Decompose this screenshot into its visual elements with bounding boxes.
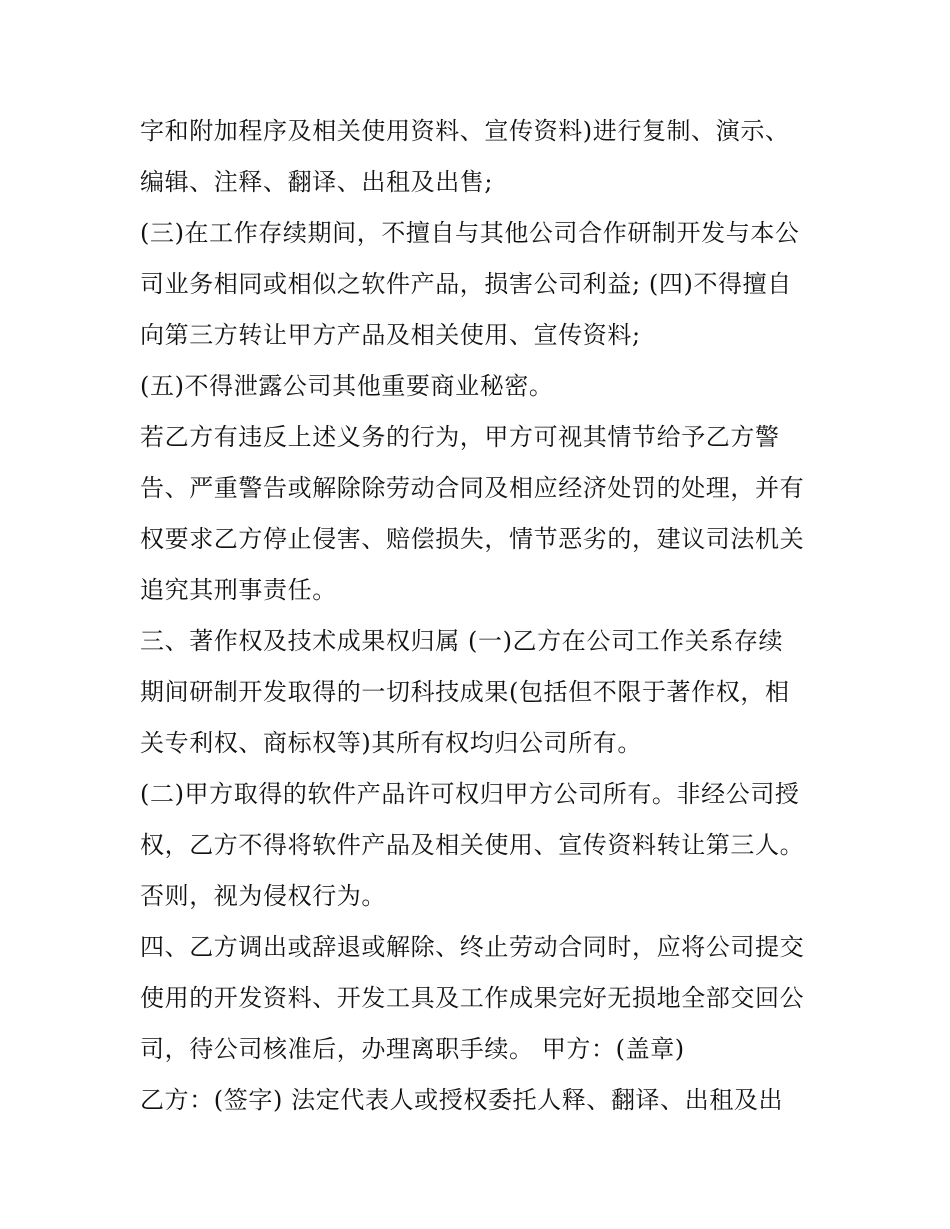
text-line: 向第三方转让甲方产品及相关使用、宣传资料; [140,321,641,349]
text-line: 关专利权、商标权等)其所有权均归公司所有。 [140,729,642,757]
text-line: 三、著作权及技术成果权归属 (一)乙方在公司工作关系存续 [140,627,784,655]
text-line: 字和附加程序及相关使用资料、宣传资料)进行复制、演示、 [140,117,790,145]
text-line: 告、严重警告或解除除劳动合同及相应经济处罚的处理，并有 [140,474,805,502]
text-line: 司，待公司核准后，办理离职手续。 甲方：(盖章) [140,1035,685,1063]
text-line: (三)在工作存续期间，不擅自与其他公司合作研制开发与本公 [140,219,800,247]
text-line: 否则，视为侵权行为。 [140,882,386,910]
text-line: 权要求乙方停止侵害、赔偿损失，情节恶劣的，建议司法机关 [140,525,805,553]
text-line: 司业务相同或相似之软件产品，损害公司利益; (四)不得擅自 [140,270,792,298]
text-line: 编辑、注释、翻译、出租及出售; [140,168,494,196]
document-body [140,106,830,1126]
text-line: 若乙方有违反上述义务的行为，甲方可视其情节给予乙方警 [140,423,780,451]
text-line: 追究其刑事责任。 [140,576,337,604]
text-line: (五)不得泄露公司其他重要商业秘密。 [140,372,554,400]
text-line: 乙方：(签字) 法定代表人或授权委托人释、翻译、出租及出 [140,1086,784,1114]
text-line: 四、乙方调出或辞退或解除、终止劳动合同时，应将公司提交 [140,933,805,961]
text-line: (二)甲方取得的软件产品许可权归甲方公司所有。非经公司授 [140,780,800,808]
text-line: 期间研制开发取得的一切科技成果(包括但不限于著作权，相 [140,678,790,706]
text-line: 权，乙方不得将软件产品及相关使用、宣传资料转让第三人。 [140,831,805,859]
text-line: 使用的开发资料、开发工具及工作成果完好无损地全部交回公 [140,984,805,1012]
